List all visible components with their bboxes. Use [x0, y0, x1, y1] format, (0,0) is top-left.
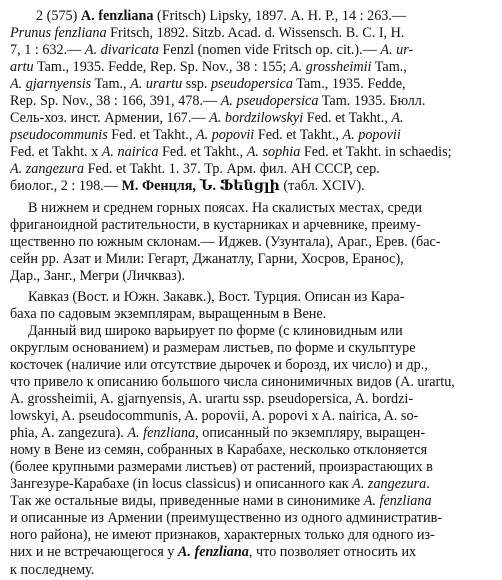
italic-run: A. divaricata [84, 42, 159, 59]
entry-line [10, 42, 492, 59]
text-run: Tam., 1935. Fedde, Rep. Sp. Nov., 38 : 155; [33, 59, 290, 76]
text-run: Сель-хоз. инст. Армении, 167.— [10, 110, 210, 127]
text-run: округлым основанием) и размерам листьев, по форме и скульптуре [10, 339, 416, 356]
bold-run: A. fenzliana [80, 8, 154, 24]
discussion-line [10, 510, 492, 527]
italic-run: A. bordzilowskyi [209, 110, 304, 127]
text-run: щественно по южным склонам.— Иджев. (Узунтала), Араг., Ерев. (бас- [10, 233, 441, 250]
text-run: биолог., 2 : 198.— [10, 178, 122, 195]
text-run: что привело к описанию большого числа синонимичных видов (A. urartu, [10, 373, 455, 390]
italic-run: A. zangezura [10, 161, 85, 178]
text-run: A. grossheimii, A. gjarnyensis, A. urartu ssp. pseudopersica, A. bordzi- [10, 391, 414, 408]
text-run: 2 (575) [36, 8, 81, 24]
italic-run: A. urartu [130, 76, 183, 93]
text-run: (Fritsch) Lipsky, 1897. А. Н. Р., 14 : 263.— [153, 8, 407, 24]
discussion-line [10, 442, 492, 459]
italic-run: A. ur- [380, 42, 414, 59]
entry-line [10, 8, 492, 25]
text-run: Так же остальные виды, приведенные нами в синонимике [10, 493, 364, 510]
text-run: Fritsch, 1892. Sitzb. Acad. d. Wissensch. B. C. I, H. [106, 25, 405, 42]
italic-run: A. pseudopersica [220, 93, 319, 110]
text-run: Tam., [91, 76, 131, 93]
text-run: Fed. et Takht. 1. 37. Тр. Арм. фил. АН СССР, сер. [84, 161, 380, 178]
distribution-paragraph [10, 289, 492, 323]
italic-run: A. fenzliana [363, 493, 432, 510]
italic-run: A. gjarnyensis [10, 76, 92, 93]
discussion-line [10, 527, 492, 544]
italic-run: A. sophia [246, 144, 301, 161]
habitat-line [10, 251, 492, 268]
habitat-line [10, 234, 492, 251]
text-run: баха по садовым экземплярам, выращенным в Вене. [10, 305, 327, 322]
text-run: 7, 1 : 632.— [10, 42, 85, 59]
entry-line [10, 178, 492, 195]
text-run: Tam., [371, 59, 407, 76]
text-run: Tam. 1935. Бюлл. [318, 93, 426, 110]
text-run: (более крупными размерами листьев) от растений, произрастающих в [10, 459, 433, 476]
text-run: В нижнем и среднем горных поясах. На скалистых местах, среди [28, 199, 422, 216]
discussion-line [10, 357, 492, 374]
text-run: ному в Вене из семян, собранных в Карабахе, несколько отклоняется [10, 442, 428, 459]
discussion-line [10, 476, 492, 493]
text-run: и описанные из Армении (преимущественно из одного административ- [10, 510, 443, 527]
text-run: Fed. et Takht., [303, 110, 392, 127]
text-run: к последнему. [10, 561, 95, 578]
text-run: сейн рр. Азат и Мили: Гегарт, Джанатлу, Гарни, Хосров, Еранос), [10, 250, 404, 267]
italic-run: A. popovii [342, 127, 401, 144]
entry-line [10, 144, 492, 161]
text-run: Fed. et Takht. in schaedis; [300, 144, 452, 161]
italic-run: Prunus fenzliana [10, 25, 107, 42]
entry-line [10, 93, 492, 110]
habitat-line [10, 200, 492, 217]
discussion-line [10, 374, 492, 391]
italic-run: A. zangezura [352, 476, 427, 493]
italic-run: A. fenzliana [127, 425, 196, 442]
text-run: . [426, 476, 430, 493]
distribution-line [10, 289, 492, 306]
discussion-line [10, 323, 492, 340]
habitat-paragraph [10, 200, 492, 285]
italic-run: A. [391, 110, 404, 127]
text-run: Fed. et Takht., [158, 144, 247, 161]
text-run: ssp. [182, 76, 211, 93]
text-run: Tam., 1935. Fedde, [292, 76, 406, 93]
habitat-line [10, 217, 492, 234]
discussion-line [10, 408, 492, 425]
discussion-line [10, 459, 492, 476]
discussion-line [10, 544, 492, 561]
discussion-line [10, 391, 492, 408]
text-run: Данный вид широко варьирует по форме (с клиновидным или [28, 322, 403, 339]
entry-line [10, 110, 492, 127]
italic-run: pseudopersica [210, 76, 293, 93]
text-run: (табл. XCIV). [279, 178, 365, 195]
text-run: , описанный по экземпляру, выращен- [195, 425, 426, 442]
italic-run: A. popovii [195, 127, 255, 144]
italic-run: artu [10, 59, 34, 76]
italic-run: A. nairica [101, 144, 159, 161]
italic-run: A. grossheimii [290, 59, 372, 76]
text-run: Fed. et Takht. x [10, 144, 102, 161]
entry-line [10, 127, 492, 144]
text-run: них и не встречающегося у [10, 544, 178, 561]
entry-line [10, 25, 492, 42]
bold-run: М. Фенцля, Ն. Ֆենցլի [121, 178, 280, 195]
entry-line [10, 161, 492, 178]
text-run: phia, A. zangezura). [10, 425, 128, 442]
entry-line [10, 59, 492, 76]
text-run: lowskyi, A. pseudocommunis, A. popovii, A. popovi x A. nairica, A. so- [10, 408, 419, 425]
text-run: Кавказ (Вост. и Южн. Закавк.), Вост. Турция. Описан из Кара- [28, 288, 405, 305]
text-run: косточек (наличие или отсутствие дырочек и борозд, их число) и др., [10, 356, 428, 373]
text-run: Зангезуре-Карабахе (in locus classicus) и описанного как [10, 476, 353, 493]
species-entry [10, 8, 492, 196]
discussion-line [10, 340, 492, 357]
text-run: , что позволяет относить их [248, 544, 417, 561]
discussion-paragraph [10, 323, 492, 579]
text-run: Fed. et Takht., [107, 127, 196, 144]
discussion-line [10, 425, 492, 442]
italic-run: pseudocommunis [10, 127, 108, 144]
text-run: Rep. Sp. Nov., 38 : 166, 391, 478.— [10, 93, 221, 110]
distribution-line [10, 306, 492, 323]
entry-line [10, 76, 492, 93]
text-run: фриганоидной растительности, в кустарниках и арчевнике, преиму- [10, 216, 421, 233]
discussion-line [10, 493, 492, 510]
text-run: Fenzl (nomen vide Fritsch op. cit.).— [158, 42, 381, 59]
habitat-line [10, 268, 492, 285]
text-run: Дар., Занг., Мегри (Личкваз). [10, 267, 185, 284]
text-run: ного района), не имеют признаков, характерных только для одного из- [10, 527, 435, 544]
bold-italic-run: A. fenzliana [177, 544, 249, 561]
text-run: Fed. et Takht., [254, 127, 343, 144]
discussion-line [10, 562, 492, 579]
